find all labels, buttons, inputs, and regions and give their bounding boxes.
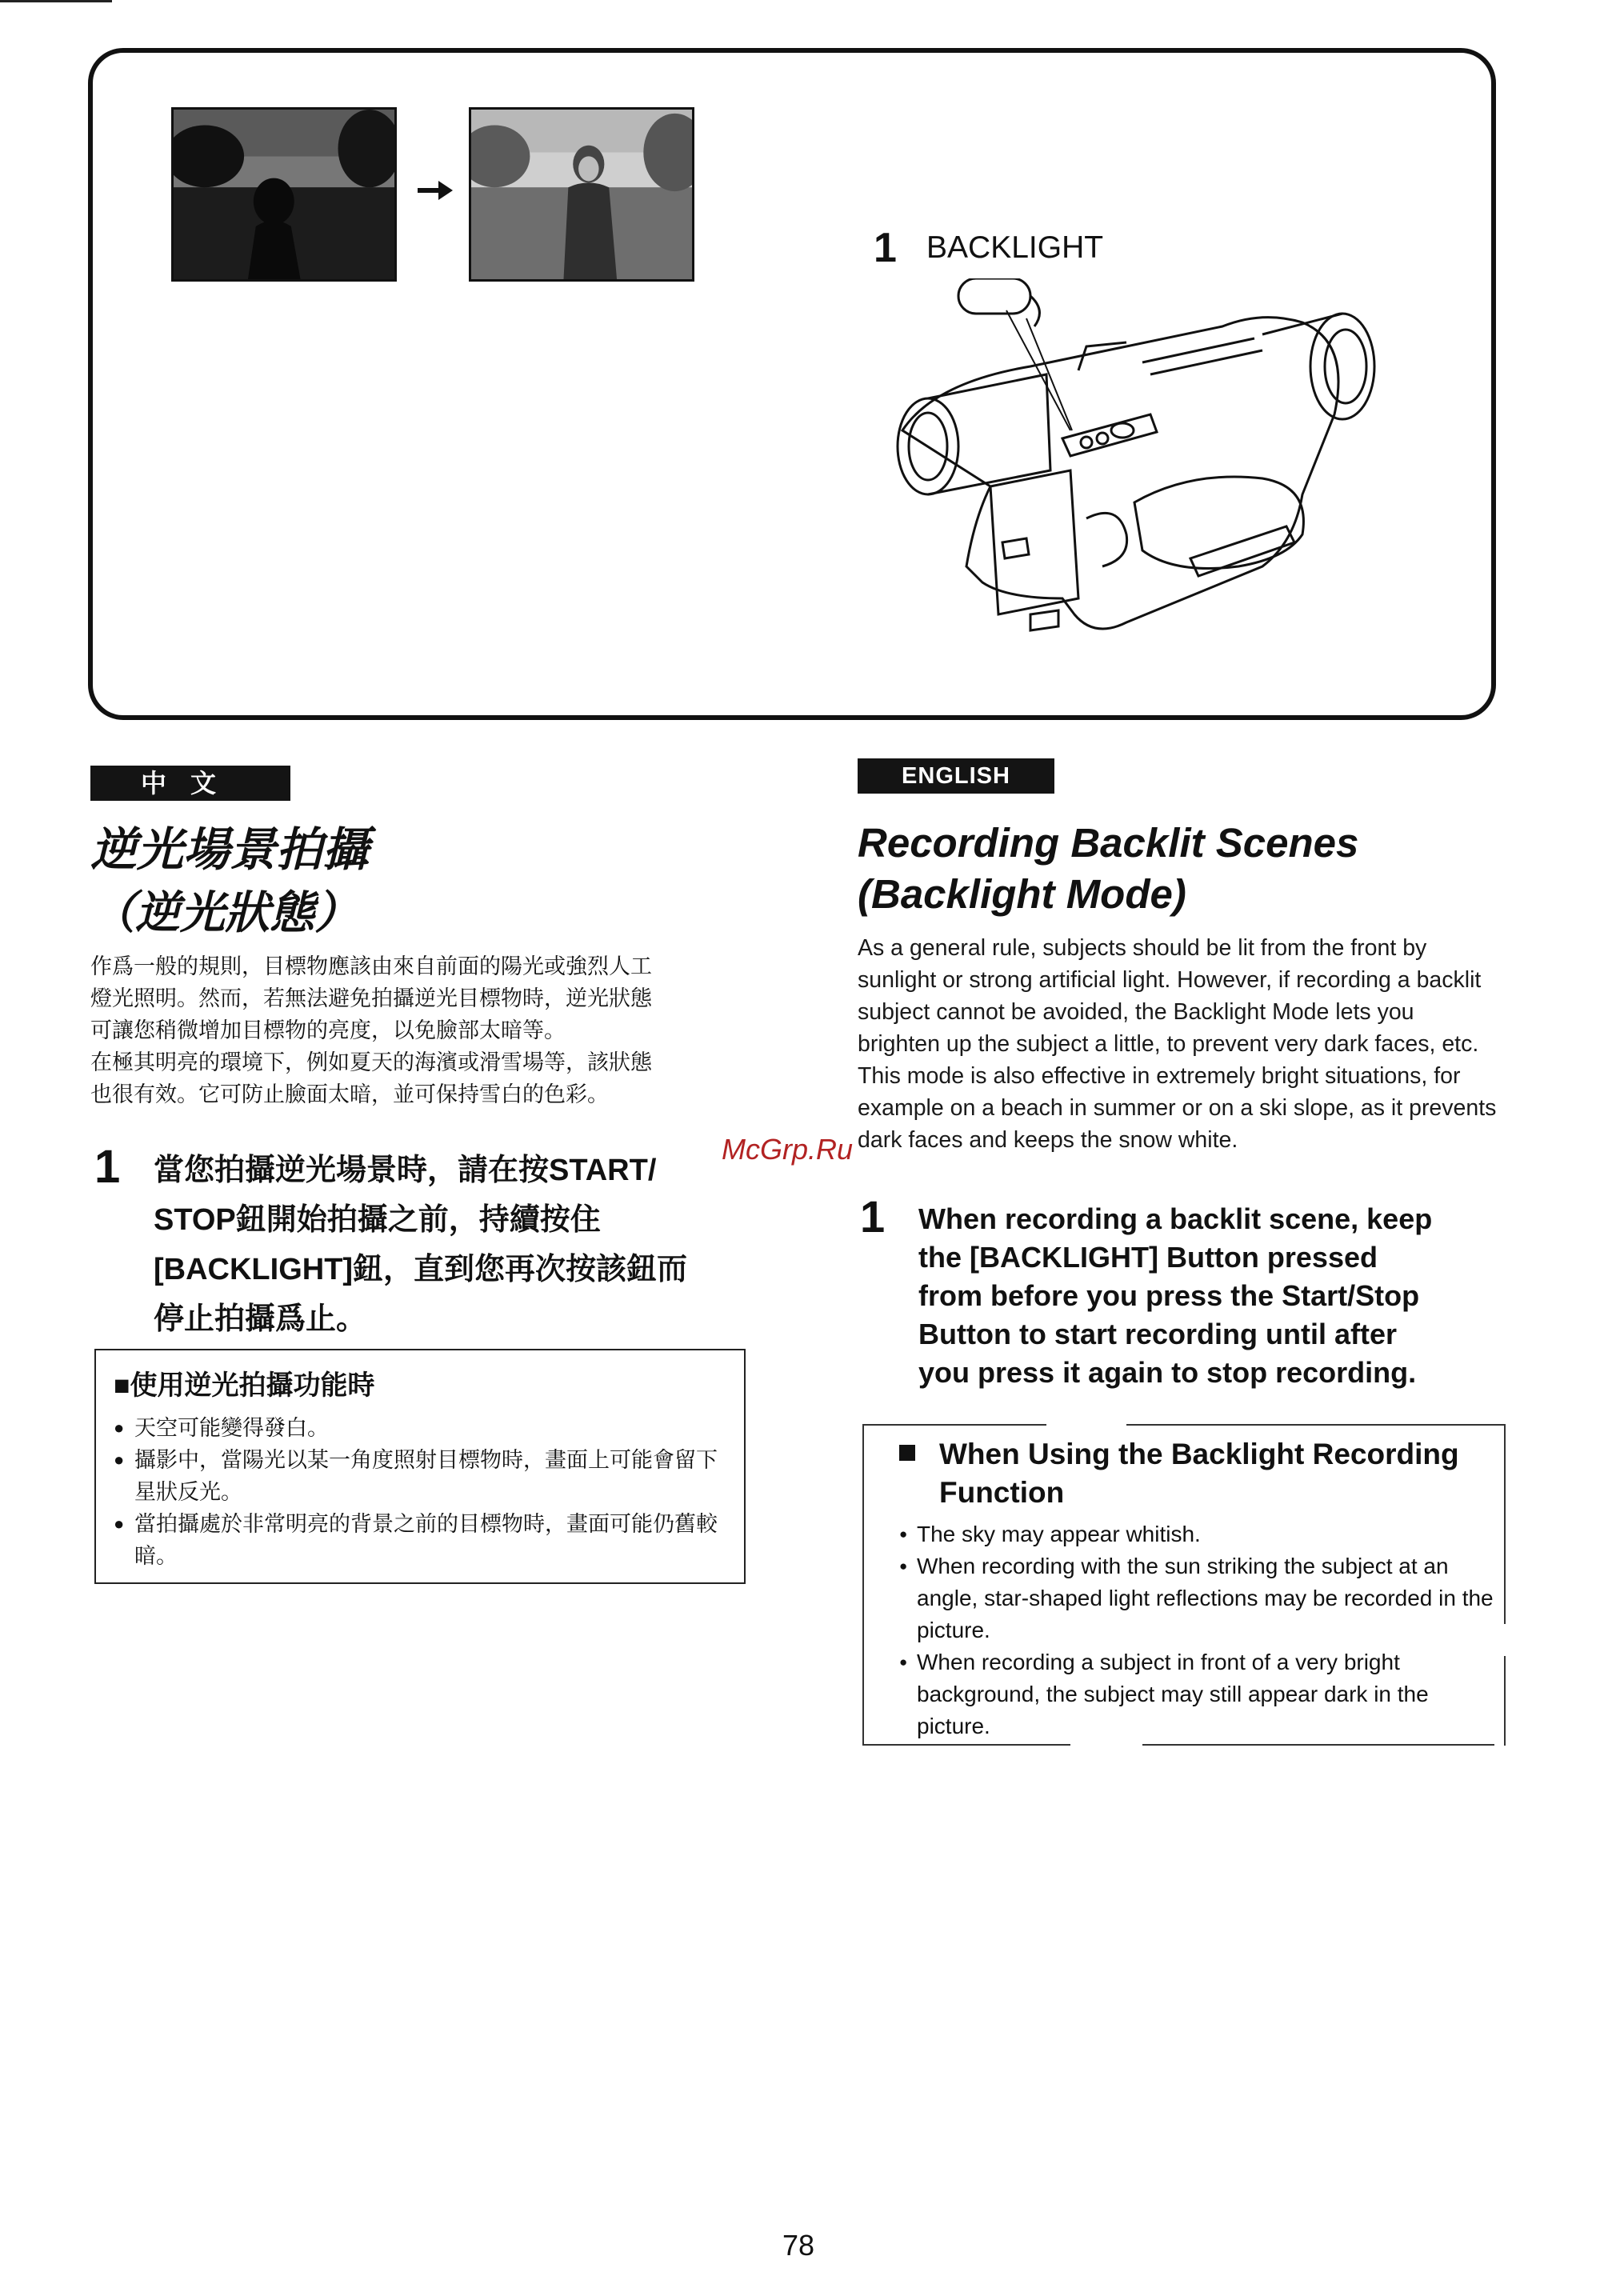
chinese-intro-line: 燈光照明。然而，若無法避免拍攝逆光目標物時，逆光狀態 [90, 986, 652, 1010]
english-note-item: ● The sky may appear whitish. [899, 1518, 1499, 1550]
english-step-line: from before you press the Start/Stop [918, 1279, 1420, 1312]
square-bullet-icon [899, 1445, 915, 1461]
note-border-bottom-right [1142, 1744, 1494, 1746]
english-body-paragraph: As a general rule, subjects should be lit from the front by sunlight or strong artificial light. However, if recording a backlit subject cannot be avoided, the Backlight Mode lets you brighten up the subject a little, to prevent very dark faces, etc. [858, 935, 1482, 1057]
note-border-bottom-left [862, 1744, 1070, 1746]
english-step-line: you press it again to stop recording. [918, 1356, 1417, 1389]
chinese-step-line: 停止拍攝爲止。 [154, 1302, 367, 1336]
english-note-item: ● When recording with the sun striking the subject at an angle, star-shaped light reflections may be recorded in the picture. [899, 1550, 1499, 1646]
note-border-top-right [1126, 1424, 1506, 1426]
arrow-right-icon [416, 174, 454, 206]
chinese-step-line: STOP鈕開始拍攝之前，持續按住 [154, 1203, 601, 1237]
chinese-step-instruction [154, 1146, 746, 1344]
chinese-intro-paragraph [90, 950, 746, 1110]
backlight-button-icon [958, 278, 1030, 314]
chinese-note-list [114, 1412, 726, 1572]
english-step-line: the [BACKLIGHT] Button pressed [918, 1241, 1378, 1274]
note-border-top-left [862, 1424, 1046, 1426]
english-step-instruction [918, 1200, 1526, 1392]
english-body-paragraph: This mode is also effective in extremely bright situations, for example on a beach in summer or on a ski slope, as it prevents dark faces and keeps the snow white. [858, 1063, 1497, 1153]
chinese-note-item: ● 天空可能變得發白。 [114, 1412, 726, 1444]
english-body [858, 932, 1498, 1156]
note-border-right-lower [1504, 1656, 1506, 1746]
backlit-photo-after [469, 107, 694, 282]
chinese-subtitle: （逆光狀態） [90, 887, 359, 938]
chinese-step-line: 當您拍攝逆光場景時，請在按START/ [154, 1154, 657, 1187]
english-title [858, 818, 1546, 920]
english-step-line: When recording a backlit scene, keep [918, 1202, 1433, 1235]
english-title-line: (Backlight Mode) [858, 871, 1186, 917]
chinese-note-item: ● 當拍攝處於非常明亮的背景之前的目標物時，畫面可能仍舊較暗。 [114, 1508, 726, 1572]
chinese-note-box [94, 1349, 746, 1584]
chinese-note-title: ■使用逆光拍攝功能時 [114, 1370, 375, 1401]
english-note-item: ● When recording a subject in front of a very bright background, the subject may still appear dark in the picture. [899, 1646, 1499, 1742]
english-note-title-line: When Using the Backlight Recording [939, 1438, 1459, 1470]
english-title-line: Recording Backlit Scenes [858, 820, 1359, 866]
english-step-number: 1 [860, 1191, 886, 1242]
english-note-title [899, 1435, 1491, 1512]
chinese-intro-line: 在極其明亮的環境下，例如夏天的海濱或滑雪場等，該狀態 [90, 1050, 652, 1074]
chinese-intro-line: 可讓您稍微增加目標物的亮度，以免臉部太暗等。 [90, 1018, 566, 1042]
english-note-list [899, 1518, 1499, 1742]
camcorder-illustration [886, 278, 1398, 670]
english-section-tab: ENGLISH [858, 758, 1054, 794]
note-border-left [862, 1424, 864, 1746]
chinese-step-number: 1 [94, 1141, 121, 1193]
chinese-intro-line: 作爲一般的規則，目標物應該由來自前面的陽光或強烈人工 [90, 954, 652, 978]
callout-backlight-label: BACKLIGHT [926, 230, 1104, 265]
backlit-photo-before [171, 107, 397, 282]
chinese-intro-line: 也很有效。它可防止臉面太暗，並可保持雪白的色彩。 [90, 1082, 609, 1106]
watermark-text: McGrp.Ru [722, 1133, 854, 1166]
chinese-note-item: ● 攝影中，當陽光以某一角度照射目標物時，畫面上可能會留下星狀反光。 [114, 1444, 726, 1508]
page-number: 78 [782, 2229, 815, 2262]
english-step-line: Button to start recording until after [918, 1318, 1397, 1350]
english-note-box [862, 1424, 1506, 1746]
chinese-title: 逆光場景拍攝 [90, 824, 370, 876]
chinese-section-tab: 中文 [90, 766, 290, 801]
top-edge-rule [0, 0, 112, 2]
note-border-right-upper [1504, 1424, 1506, 1624]
chinese-step-line: [BACKLIGHT]鈕，直到您再次按該鈕而 [154, 1253, 688, 1286]
english-note-title-line: Function [939, 1476, 1065, 1509]
callout-step-number: 1 [874, 225, 897, 271]
